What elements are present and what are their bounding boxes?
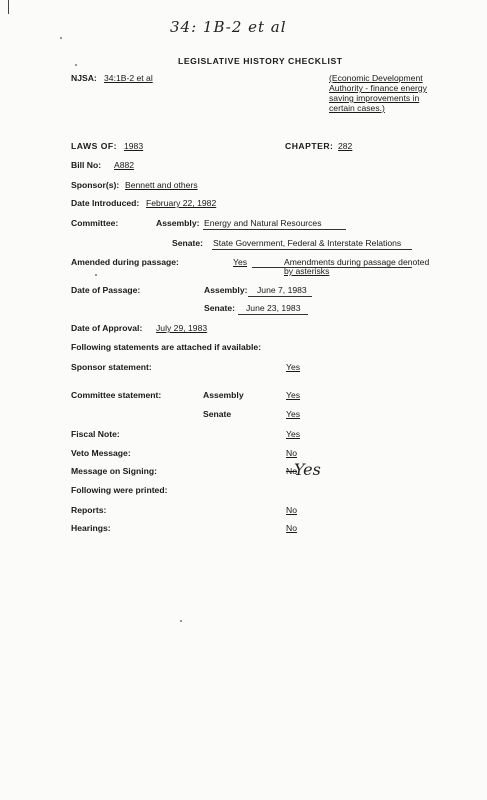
hearings-label: Hearings: (71, 523, 111, 533)
statements-heading: Following statements are attached if available: (71, 342, 262, 352)
date-of-approval-value: July 29, 1983 (156, 323, 208, 333)
amended-value: Yes (233, 257, 248, 267)
passage-assembly-label: Assembly: (204, 285, 248, 295)
speck (75, 64, 77, 66)
bill-no-label: Bill No: (71, 160, 102, 170)
laws-of-value: 1983 (124, 141, 144, 151)
hearings-value: No (286, 523, 297, 533)
sponsors-value: Bennett and others (125, 180, 198, 190)
committee-senate-label: Senate: (172, 238, 204, 248)
committee-senate-underline (212, 249, 412, 250)
passage-assembly-value: June 7, 1983 (257, 285, 307, 295)
committee-label: Committee: (71, 218, 119, 228)
chapter-label: CHAPTER: (285, 141, 334, 151)
amended-note-underline (252, 267, 412, 268)
njsa-label: NJSA: (71, 73, 97, 83)
date-of-passage-label: Date of Passage: (71, 285, 141, 295)
amended-label: Amended during passage: (71, 257, 179, 267)
speck (95, 274, 97, 276)
margin-mark (8, 0, 9, 14)
committee-statement-label: Committee statement: (71, 390, 162, 400)
speck (60, 37, 62, 39)
committee-statement-senate-value: Yes (286, 409, 301, 419)
veto-message-value: No (286, 448, 297, 458)
sponsor-statement-value: Yes (286, 362, 301, 372)
date-introduced-value: February 22, 1982 (146, 198, 217, 208)
date-of-approval-label: Date of Approval: (71, 323, 143, 333)
sponsors-label: Sponsor(s): (71, 180, 120, 190)
synopsis-line: certain cases.) (329, 103, 385, 113)
reports-value: No (286, 505, 297, 515)
passage-senate-underline (238, 314, 308, 315)
amended-note: by asterisks (284, 266, 330, 276)
synopsis-line: saving improvements in (329, 93, 420, 103)
committee-assembly-value: Energy and Natural Resources (204, 218, 322, 228)
committee-statement-senate-label: Senate (203, 409, 232, 419)
handwritten-title: 34: 1B-2 et al (170, 18, 287, 36)
fiscal-note-value: Yes (286, 429, 301, 439)
njsa-value: 34:1B-2 et al (104, 73, 153, 83)
amended-note: Amendments during passage denoted (284, 257, 430, 267)
fiscal-note-label: Fiscal Note: (71, 429, 120, 439)
veto-message-label: Veto Message: (71, 448, 131, 458)
date-introduced-label: Date Introduced: (71, 198, 140, 208)
committee-statement-assembly-value: Yes (286, 390, 301, 400)
passage-senate-label: Senate: (204, 303, 236, 313)
chapter-value: 282 (338, 141, 353, 151)
reports-label: Reports: (71, 505, 107, 515)
printed-heading: Following were printed: (71, 485, 168, 495)
message-on-signing-handwritten: Yes (294, 460, 321, 479)
synopsis-line: (Economic Development (329, 73, 423, 83)
bill-no-value: A882 (114, 160, 135, 170)
laws-of-label: LAWS OF: (71, 141, 118, 151)
passage-assembly-underline (248, 296, 312, 297)
sponsor-statement-label: Sponsor statement: (71, 362, 152, 372)
speck (180, 620, 182, 622)
committee-statement-assembly-label: Assembly (203, 390, 244, 400)
message-on-signing-label: Message on Signing: (71, 466, 157, 476)
page-heading: LEGISLATIVE HISTORY CHECKLIST (178, 56, 343, 66)
committee-senate-value: State Government, Federal & Interstate Relations (213, 238, 402, 248)
committee-assembly-underline (203, 229, 346, 230)
passage-senate-value: June 23, 1983 (246, 303, 301, 313)
committee-assembly-label: Assembly: (156, 218, 200, 228)
synopsis-line: Authority - finance energy (329, 83, 427, 93)
message-on-signing-struck-value: No (286, 466, 297, 476)
